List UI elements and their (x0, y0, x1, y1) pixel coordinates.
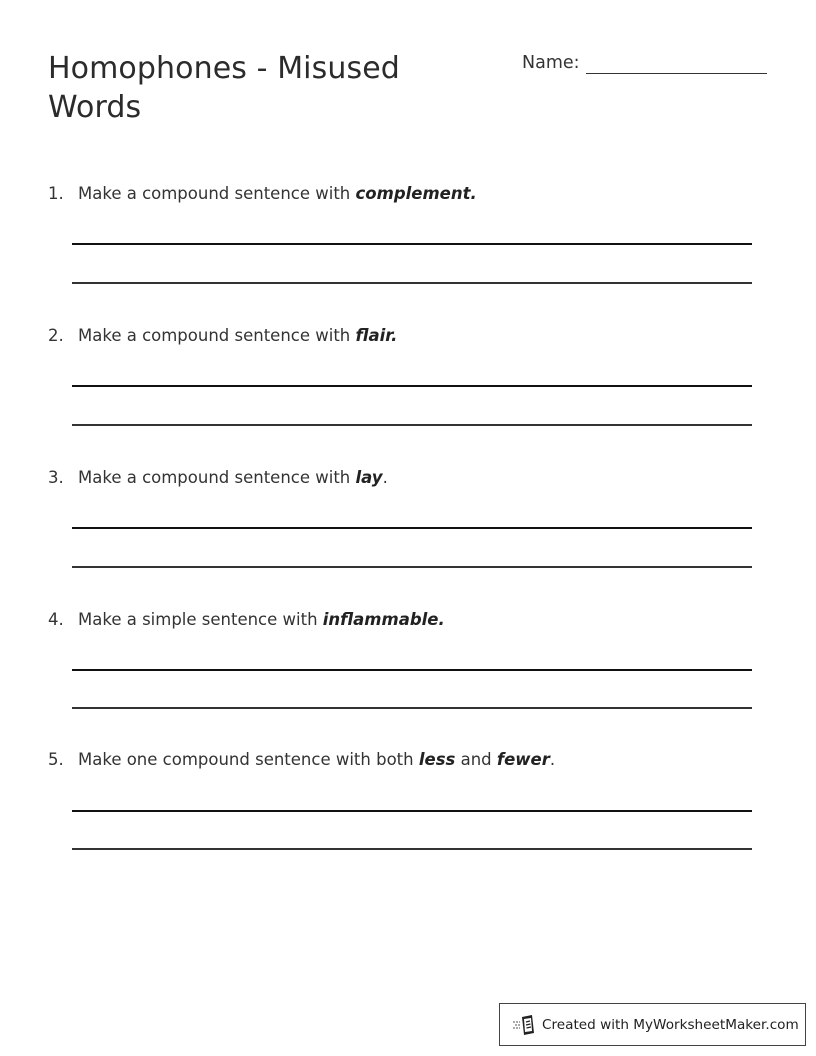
question-conjunction: and (455, 750, 497, 769)
answer-line[interactable] (72, 848, 752, 850)
question-prompt: Make one compound sentence with both (78, 750, 419, 769)
question-4 (48, 609, 758, 631)
answer-line[interactable] (72, 707, 752, 709)
answer-line[interactable] (72, 669, 752, 671)
answer-line[interactable] (72, 385, 752, 387)
name-field (522, 52, 767, 74)
answer-line[interactable] (72, 243, 752, 245)
answer-line[interactable] (72, 527, 752, 529)
question-number: 2. (48, 326, 64, 345)
answer-line[interactable] (72, 810, 752, 812)
target-word: lay (355, 468, 383, 487)
worksheet-title: Homophones - Misused Words (48, 51, 400, 125)
question-number: 5. (48, 750, 64, 769)
name-label: Name: (522, 53, 580, 73)
question-3 (48, 467, 758, 489)
question-prompt: Make a compound sentence with (78, 184, 356, 203)
target-word: fewer (496, 750, 550, 769)
question-number: 1. (48, 184, 64, 203)
answer-line[interactable] (72, 566, 752, 568)
question-5 (48, 749, 758, 771)
question-text: 3. Make a compound sentence with lay. (48, 468, 388, 487)
footer-credit-badge[interactable] (499, 1003, 806, 1046)
answer-line[interactable] (72, 282, 752, 284)
target-word: less (418, 750, 456, 769)
target-word: flair. (355, 326, 398, 345)
question-number: 4. (48, 610, 64, 629)
answer-line[interactable] (72, 424, 752, 426)
question-prompt: Make a compound sentence with (78, 468, 356, 487)
question-prompt: Make a simple sentence with (78, 610, 323, 629)
question-text (48, 183, 758, 205)
target-word: inflammable. (322, 610, 445, 629)
question-text (48, 325, 758, 347)
question-text: 5. Make one compound sentence with both less and fewer. (48, 750, 556, 769)
question-text (48, 609, 758, 631)
question-prompt: Make a compound sentence with (78, 326, 356, 345)
question-1 (48, 183, 758, 205)
target-word: complement. (355, 184, 477, 203)
question-2 (48, 325, 758, 347)
question-number: 3. (48, 468, 64, 487)
name-blank-line[interactable] (586, 52, 767, 74)
worksheet-maker-logo-icon (512, 1014, 536, 1036)
footer-credit-text: Created with MyWorksheetMaker.com (542, 1016, 799, 1033)
